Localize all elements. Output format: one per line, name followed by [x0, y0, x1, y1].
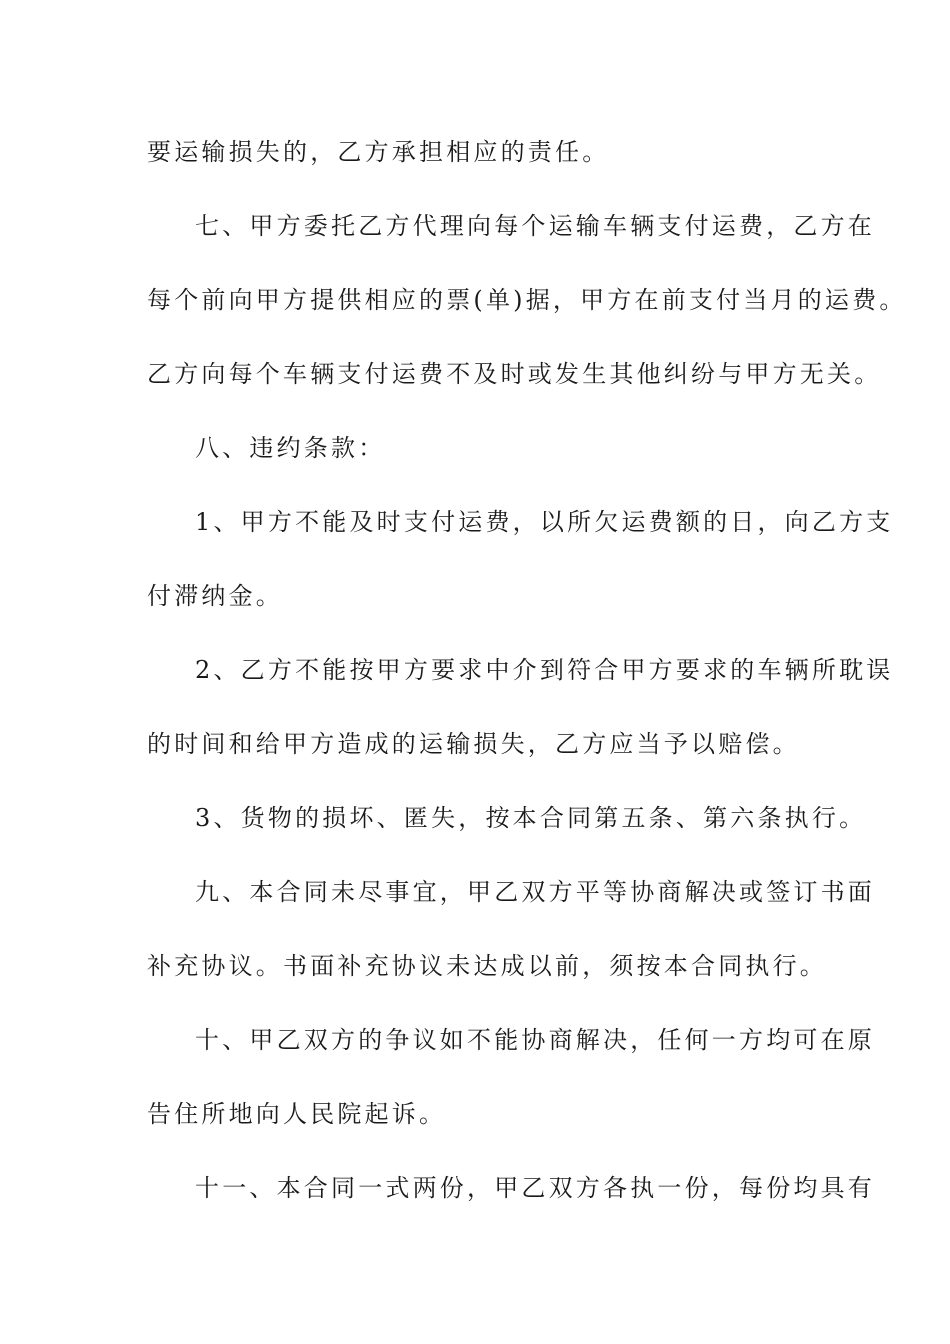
paragraph-line: 1、甲方不能及时支付运费，以所欠运费额的日，向乙方支	[195, 508, 894, 536]
paragraph-line: 的时间和给甲方造成的运输损失，乙方应当予以赔偿。	[147, 730, 800, 758]
paragraph-line: 补充协议。书面补充协议未达成以前，须按本合同执行。	[147, 952, 827, 980]
paragraph-line: 乙方向每个车辆支付运费不及时或发生其他纠纷与甲方无关。	[147, 360, 882, 388]
paragraph-line: 付滞纳金。	[147, 582, 283, 610]
paragraph-line: 每个前向甲方提供相应的票(单)据，甲方在前支付当月的运费。	[147, 286, 907, 314]
paragraph-line: 七、甲方委托乙方代理向每个运输车辆支付运费，乙方在	[195, 212, 875, 240]
paragraph-line: 3、货物的损坏、匿失，按本合同第五条、第六条执行。	[195, 804, 867, 832]
paragraph-line: 十一、本合同一式两份，甲乙双方各执一份，每份均具有	[195, 1174, 875, 1202]
paragraph-line: 八、违约条款：	[195, 434, 386, 462]
paragraph-line: 十、甲乙双方的争议如不能协商解决，任何一方均可在原	[195, 1026, 875, 1054]
paragraph-line: 告住所地向人民院起诉。	[147, 1100, 447, 1128]
paragraph-line: 2、乙方不能按甲方要求中介到符合甲方要求的车辆所耽误	[195, 656, 894, 684]
paragraph-line: 九、本合同未尽事宜，甲乙双方平等协商解决或签订书面	[195, 878, 875, 906]
paragraph-line: 要运输损失的，乙方承担相应的责任。	[147, 138, 610, 166]
